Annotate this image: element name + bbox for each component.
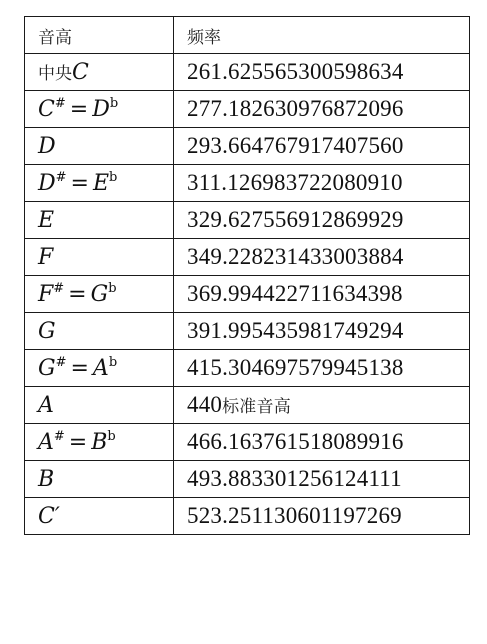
pitch-cell <box>25 165 174 202</box>
table-row <box>25 276 470 313</box>
pitch-cell <box>25 313 174 350</box>
frequency-cell: 311.126983722080910 <box>174 165 470 202</box>
enharmonic-note: E <box>92 170 110 196</box>
equals-sign: = <box>70 170 89 196</box>
frequency-cell: 261.625565300598634 <box>174 54 470 91</box>
pitch-cell <box>25 276 174 313</box>
frequency-cell: 466.163761518089916 <box>174 424 470 461</box>
pitch-note: F <box>38 244 54 270</box>
equals-sign: = <box>68 281 87 307</box>
table-row <box>25 128 470 165</box>
frequency-cell: 493.883301256124111 <box>174 461 470 498</box>
frequency-cell: 349.228231433003884 <box>174 239 470 276</box>
pitch-note: A <box>38 429 54 455</box>
pitch-note: C <box>38 96 55 122</box>
frequency-cell: 277.182630976872096 <box>174 91 470 128</box>
frequency-cell: 391.995435981749294 <box>174 313 470 350</box>
table-row <box>25 239 470 276</box>
pitch-note: E <box>38 207 55 233</box>
table-row <box>25 461 470 498</box>
frequency-cell: 523.251130601197269 <box>174 498 470 535</box>
frequency-cell: 369.994422711634398 <box>174 276 470 313</box>
table-row <box>25 202 470 239</box>
pitch-note: B <box>38 466 55 492</box>
frequency-cell: 329.627556912869929 <box>174 202 470 239</box>
frequency-cell: 293.664767917407560 <box>174 128 470 165</box>
flat-sign: b <box>108 280 117 296</box>
pitch-cell <box>25 387 174 424</box>
table-row <box>25 350 470 387</box>
pitch-note: C′ <box>38 503 60 529</box>
flat-sign: b <box>109 169 118 185</box>
sharp-sign: # <box>55 169 67 185</box>
equals-sign: = <box>68 429 88 455</box>
pitch-note: D <box>38 170 56 196</box>
frequency-column-header: 频率 <box>174 17 470 54</box>
pitch-cell <box>25 54 174 91</box>
pitch-cell <box>25 202 174 239</box>
enharmonic-note: B <box>91 429 108 455</box>
enharmonic-note: A <box>92 355 109 381</box>
table-row <box>25 498 470 535</box>
sharp-sign: # <box>53 428 65 444</box>
pitch-note: C <box>72 60 89 85</box>
pitch-note: A <box>38 392 54 418</box>
pitch-cell <box>25 350 174 387</box>
table-body <box>25 54 470 535</box>
frequency-value: 440 <box>187 392 223 417</box>
equals-sign: = <box>69 96 89 122</box>
pitch-note: D <box>38 133 56 159</box>
pitch-note: G <box>38 318 56 344</box>
pitch-cell <box>25 424 174 461</box>
pitch-note: G <box>38 355 56 381</box>
pitch-prefix: 中央 <box>38 64 72 84</box>
flat-sign: b <box>108 354 118 370</box>
frequency-cell <box>174 387 470 424</box>
sharp-sign: # <box>55 354 67 370</box>
pitch-cell <box>25 239 174 276</box>
sharp-sign: # <box>54 95 66 111</box>
enharmonic-note: G <box>90 281 109 307</box>
table-row <box>25 387 470 424</box>
enharmonic-note: D <box>92 96 110 122</box>
pitch-frequency-table <box>24 16 470 535</box>
flat-sign: b <box>109 95 119 111</box>
table-row <box>25 54 470 91</box>
pitch-cell <box>25 128 174 165</box>
pitch-cell <box>25 91 174 128</box>
sharp-sign: # <box>53 280 65 296</box>
flat-sign: b <box>107 428 116 444</box>
pitch-column-header: 音高 <box>25 17 174 54</box>
table-header-row <box>25 17 470 54</box>
table-row <box>25 91 470 128</box>
table-row <box>25 165 470 202</box>
table-row <box>25 424 470 461</box>
table-row <box>25 313 470 350</box>
standard-pitch-label: 标准音高 <box>222 397 291 417</box>
pitch-cell <box>25 461 174 498</box>
pitch-note: F <box>38 281 54 307</box>
pitch-cell <box>25 498 174 535</box>
equals-sign: = <box>70 355 89 381</box>
frequency-cell: 415.304697579945138 <box>174 350 470 387</box>
